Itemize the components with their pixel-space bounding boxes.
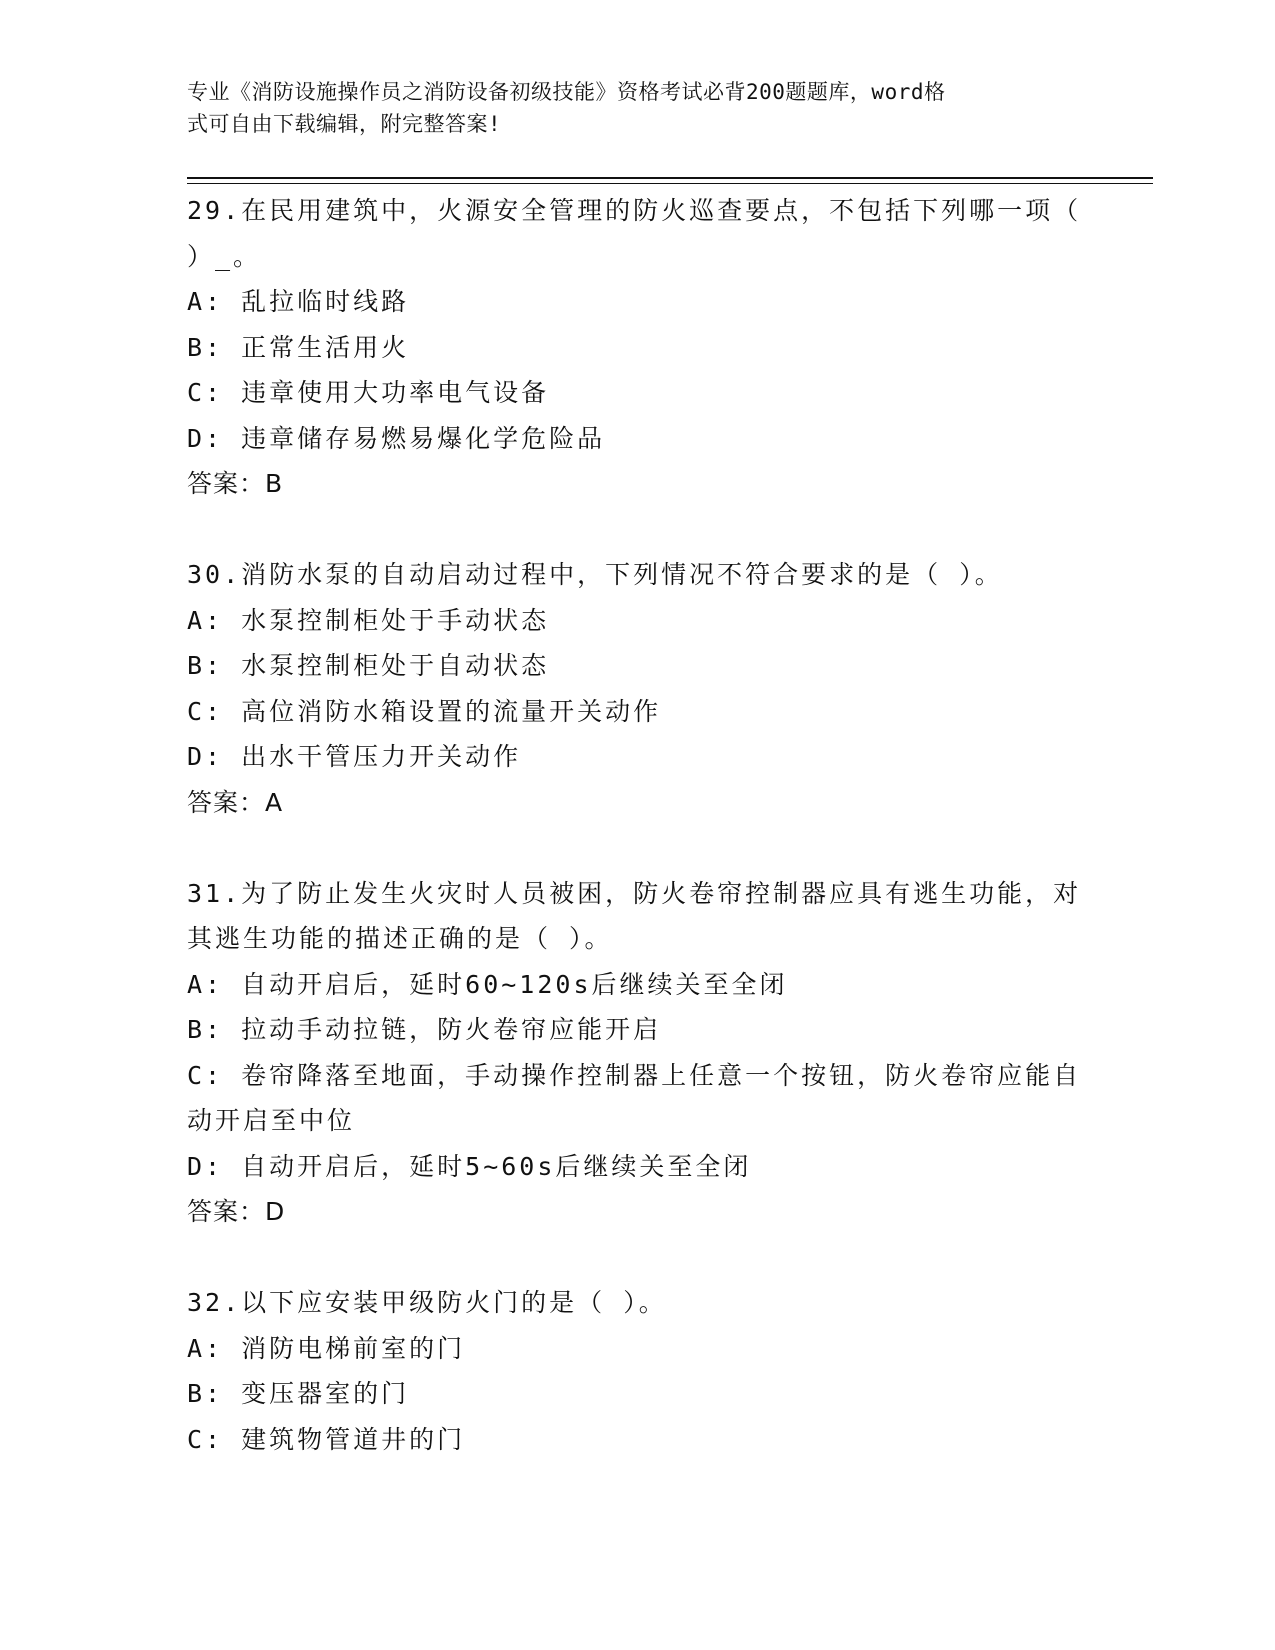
option-d: D: 违章储存易燃易爆化学危险品 bbox=[187, 423, 606, 453]
answer: 答案：B bbox=[187, 469, 284, 498]
answer: 答案：D bbox=[187, 1197, 286, 1226]
option-b: B: 水泵控制柜处于自动状态 bbox=[187, 651, 550, 680]
header-rule-thin bbox=[187, 183, 1153, 184]
option-b: B: 正常生活用火 bbox=[187, 332, 410, 362]
question-30 bbox=[187, 552, 1087, 825]
answer: 答案：A bbox=[187, 787, 284, 817]
option-b: B: 拉动手动拉链，防火卷帘应能开启 bbox=[187, 1015, 662, 1044]
option-a: A: 自动开启后，延时60~120s后继续关至全闭 bbox=[187, 969, 788, 999]
option-c: C: 建筑物管道井的门 bbox=[187, 1424, 466, 1454]
question-text: 31.为了防止发生火灾时人员被困，防火卷帘控制器应具有逃生功能，对其逃生功能的描述正确的是（ ）。 bbox=[187, 878, 1082, 953]
option-c: C: 违章使用大功率电气设备 bbox=[187, 378, 550, 407]
header-rule bbox=[187, 177, 1153, 179]
option-a: A: 水泵控制柜处于手动状态 bbox=[187, 605, 550, 635]
option-d: D: 出水干管压力开关动作 bbox=[187, 742, 522, 771]
question-31 bbox=[187, 871, 1087, 1235]
option-a: A: 消防电梯前室的门 bbox=[187, 1333, 466, 1363]
question-text: 32.以下应安装甲级防火门的是（ ）。 bbox=[187, 1288, 667, 1317]
option-c: C: 卷帘降落至地面，手动操作控制器上任意一个按钮，防火卷帘应能自动开启至中位 bbox=[187, 1060, 1082, 1135]
option-a: A: 乱拉临时线路 bbox=[187, 287, 410, 316]
question-text: 29.在民用建筑中，火源安全管理的防火巡查要点，不包括下列哪一项（ ）_。 bbox=[187, 196, 1082, 271]
option-c: C: 高位消防水箱设置的流量开关动作 bbox=[187, 696, 662, 726]
option-d: D: 自动开启后，延时5~60s后继续关至全闭 bbox=[187, 1151, 752, 1181]
question-32 bbox=[187, 1280, 1087, 1462]
document-header bbox=[187, 76, 1077, 140]
header-line-1: 专业《消防设施操作员之消防设备初级技能》资格考试必背200题题库，word格 bbox=[187, 80, 946, 104]
option-b: B: 变压器室的门 bbox=[187, 1379, 410, 1408]
header-line-2: 式可自由下载编辑，附完整答案! bbox=[187, 112, 502, 136]
question-text: 30.消防水泵的自动启动过程中，下列情况不符合要求的是（ ）。 bbox=[187, 560, 1003, 589]
question-list bbox=[187, 188, 1087, 1508]
question-29 bbox=[187, 188, 1087, 507]
